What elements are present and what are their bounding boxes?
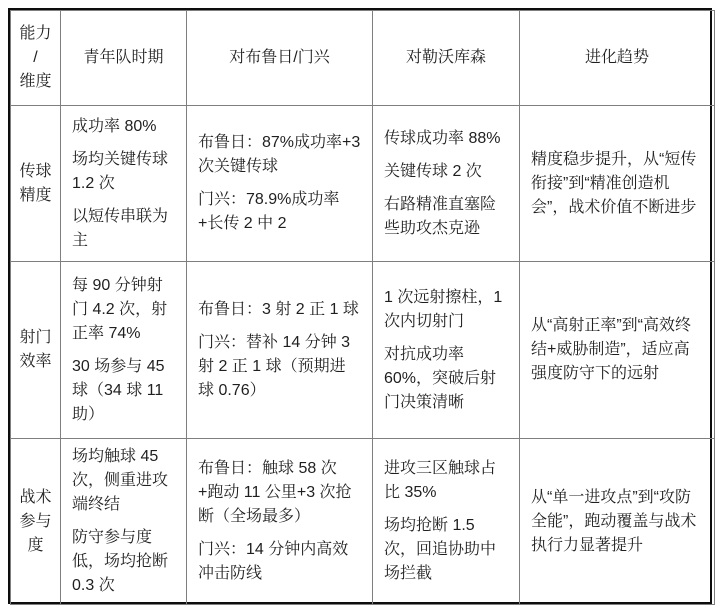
stat-line: 场均抢断 1.5 次，回追协助中场拦截 (384, 517, 497, 582)
cell-tactical-youth (61, 439, 187, 605)
row-label-tactical: 战术参与度 (11, 439, 61, 605)
stat-line: 布鲁日：触球 58 次+跑动 11 公里+3 次抢断（全场最多） (198, 460, 352, 525)
ability-comparison-table (8, 8, 712, 604)
stat-line: 场均关键传球 1.2 次 (72, 150, 169, 192)
stat-line: 布鲁日：3 射 2 正 1 球 (198, 300, 359, 318)
trend-text: 从“单一进攻点”到“攻防全能”，跑动覆盖与战术执行力显著提升 (531, 488, 697, 554)
header-dimension-line1: 能力 (19, 25, 52, 42)
header-brugge-gladbach: 对布鲁日/门兴 (187, 11, 373, 106)
stat-line: 对抗成功率 60%，突破后射门决策清晰 (384, 345, 497, 411)
table-row-passing (11, 106, 715, 262)
trend-text: 精度稳步提升，从“短传衔接”到“精准创造机会”，战术价值不断进步 (531, 150, 697, 216)
table-row-shooting (11, 262, 715, 439)
header-leverkusen: 对勒沃库森 (373, 11, 520, 106)
stat-line: 防守参与度低，场均抢断 0.3 次 (72, 529, 169, 594)
stat-line: 门兴：14 分钟内高效冲击防线 (198, 541, 349, 582)
cell-tactical-brugge-gladbach (187, 439, 373, 605)
cell-passing-brugge-gladbach (187, 106, 373, 262)
stat-line: 1 次远射擦柱，1 次内切射门 (384, 288, 503, 330)
cell-passing-youth (61, 106, 187, 262)
table-row-tactical (11, 439, 715, 605)
cell-tactical-leverkusen (373, 439, 520, 605)
cell-shooting-trend (520, 262, 715, 439)
cell-shooting-leverkusen (373, 262, 520, 439)
header-evolution-trend: 进化趋势 (520, 11, 715, 106)
trend-text: 从“高射正率”到“高效终结+威胁制造”，适应高强度防守下的远射 (531, 317, 691, 382)
header-dimension-line2: / (33, 49, 38, 66)
stat-line: 30 场参与 45 球（34 球 11 助） (72, 357, 165, 423)
cell-passing-leverkusen (373, 106, 520, 262)
stat-line: 场均触球 45 次，侧重进攻端终结 (72, 448, 169, 513)
header-dimension-line3: 维度 (19, 73, 52, 90)
stat-line: 每 90 分钟射门 4.2 次，射正率 74% (72, 276, 168, 342)
stat-line: 右路精准直塞险些助攻杰克逊 (384, 195, 497, 237)
cell-passing-trend (520, 106, 715, 262)
cell-shooting-brugge-gladbach (187, 262, 373, 439)
stat-line: 门兴：替补 14 分钟 3 射 2 正 1 球（预期进球 0.76） (198, 333, 351, 399)
stat-line: 进攻三区触球占比 35% (384, 460, 497, 501)
header-dimension (11, 11, 61, 106)
stat-line: 以短传串联为主 (72, 207, 169, 249)
stat-line: 布鲁日：87%成功率+3 次关键传球 (198, 134, 361, 175)
stat-line: 传球成功率 88% (384, 129, 501, 147)
cell-shooting-youth (61, 262, 187, 439)
header-youth-period: 青年队时期 (61, 11, 187, 106)
row-label-shooting: 射门效率 (11, 262, 61, 439)
stat-line: 关键传球 2 次 (384, 162, 482, 180)
stat-line: 成功率 80% (72, 117, 157, 135)
row-label-passing: 传球精度 (11, 106, 61, 262)
header-row (11, 11, 715, 106)
stat-line: 门兴：78.9%成功率+长传 2 中 2 (198, 191, 340, 232)
cell-tactical-trend (520, 439, 715, 605)
